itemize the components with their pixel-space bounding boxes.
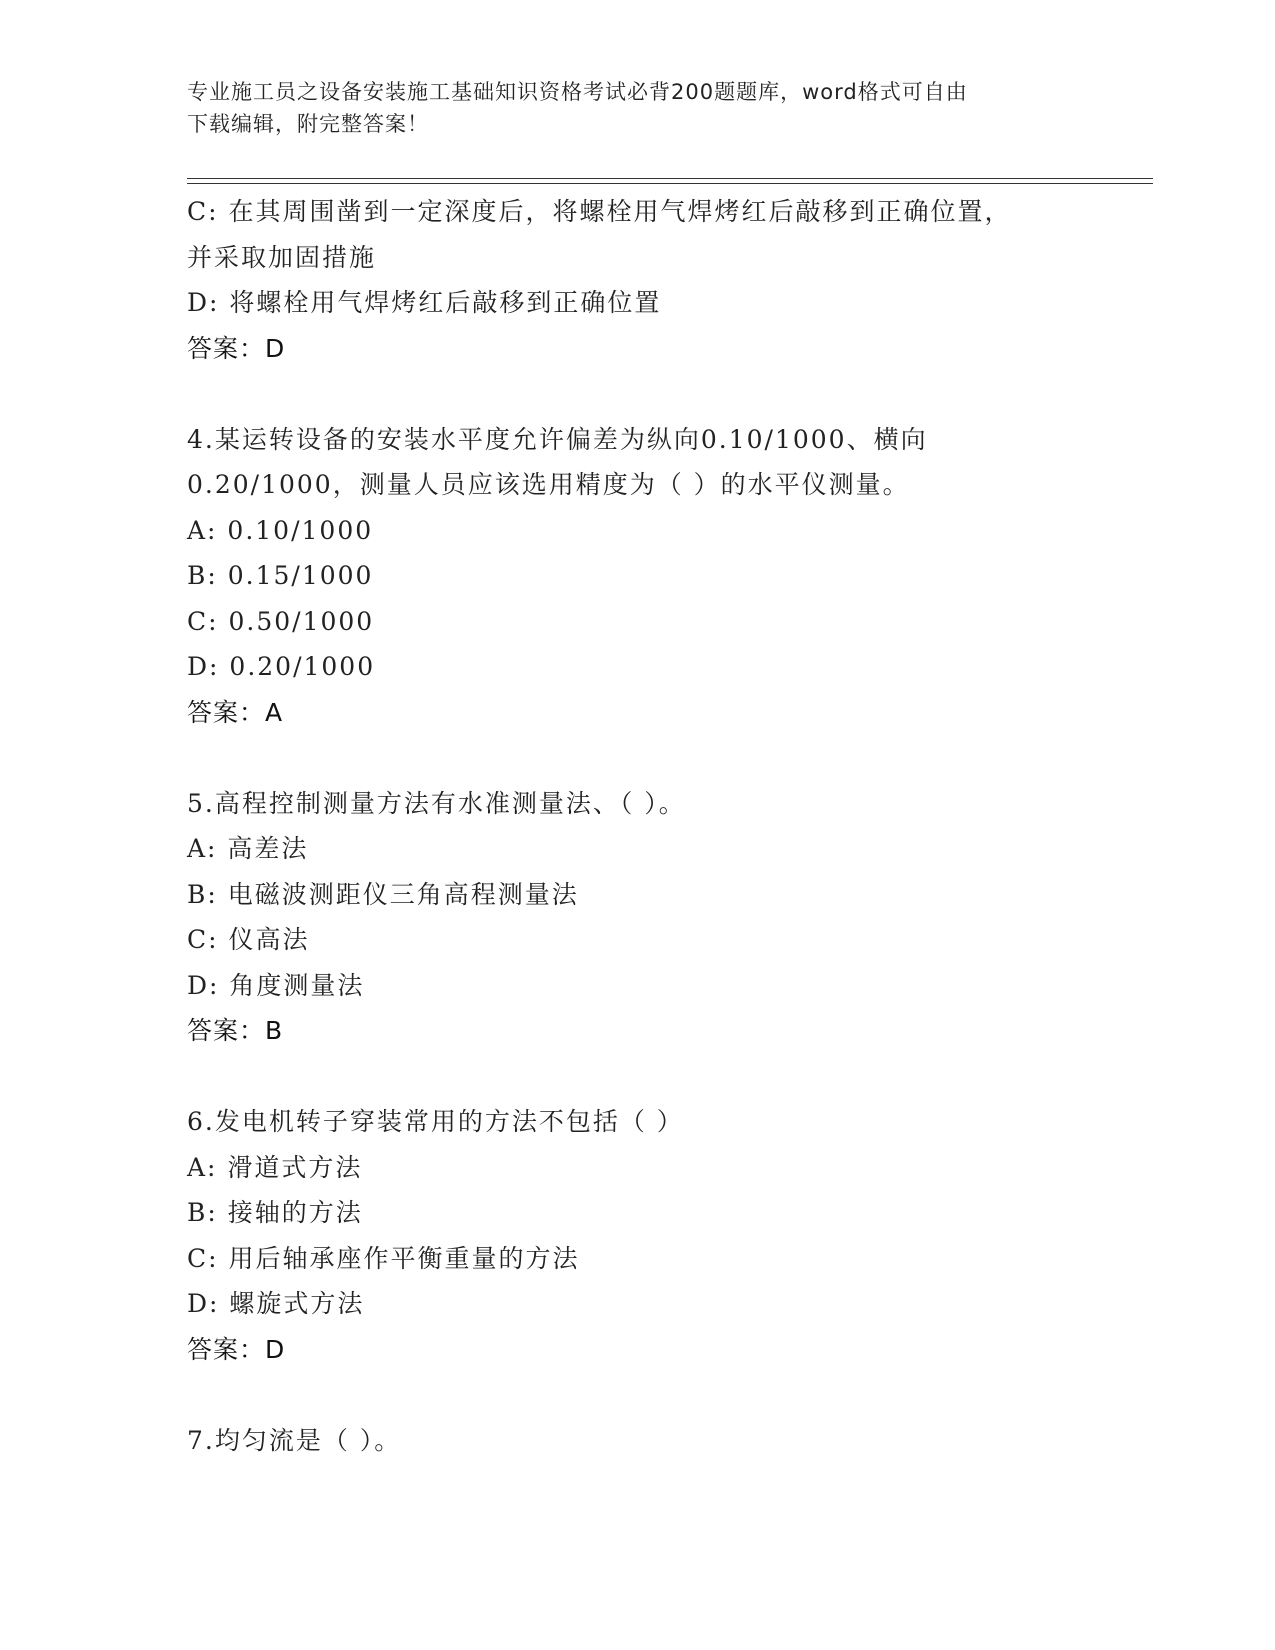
question-6 [187, 1099, 1087, 1372]
document-header [187, 76, 1067, 140]
question-text: 7.均匀流是（ ）。 [187, 1425, 402, 1455]
option-d: D: 角度测量法 [187, 970, 365, 1000]
option-a: A: 滑道式方法 [187, 1152, 363, 1182]
spacer [187, 371, 1087, 417]
answer: 答案：D [187, 333, 286, 363]
spacer [187, 1372, 1087, 1418]
option-c: C: 0.50/1000 [187, 606, 375, 636]
spacer [187, 1054, 1087, 1100]
option-c: C: 仪高法 [187, 925, 310, 954]
answer: 答案：D [187, 1334, 286, 1364]
answer: 答案：A [187, 697, 284, 727]
option-b: B: 电磁波测距仪三角高程测量法 [187, 879, 579, 909]
spacer [187, 735, 1087, 781]
option-d: D: 螺旋式方法 [187, 1289, 365, 1318]
question-text-line-2: 0.20/1000，测量人员应该选用精度为（ ）的水平仪测量。 [187, 470, 910, 499]
header-divider-bottom [187, 183, 1153, 184]
question-text: 5.高程控制测量方法有水准测量法、（ ）。 [187, 788, 686, 818]
option-d: D: 0.20/1000 [187, 652, 376, 681]
option-c: C: 用后轴承座作平衡重量的方法 [187, 1243, 580, 1273]
question-5 [187, 781, 1087, 1054]
answer: 答案：B [187, 1016, 284, 1045]
header-line-1: 专业施工员之设备安装施工基础知识资格考试必背200题题库，word格式可自由 [187, 80, 968, 104]
option-b: B: 接轴的方法 [187, 1198, 363, 1227]
option-c-line-1: C: 在其周围凿到一定深度后，将螺栓用气焊烤红后敲移到正确位置， [187, 197, 1012, 226]
question-3-continued [187, 189, 1087, 371]
question-7 [187, 1418, 1087, 1464]
option-c-line-2: 并采取加固措施 [187, 242, 377, 272]
question-list [187, 189, 1087, 1463]
option-d: D: 将螺栓用气焊烤红后敲移到正确位置 [187, 288, 662, 317]
header-divider-top [187, 178, 1153, 179]
question-4 [187, 417, 1087, 736]
question-text-line-1: 4.某运转设备的安装水平度允许偏差为纵向0.10/1000、横向 [187, 424, 928, 454]
option-b: B: 0.15/1000 [187, 561, 374, 590]
header-line-2: 下载编辑，附完整答案！ [187, 112, 429, 136]
option-a: A: 0.10/1000 [187, 515, 374, 545]
question-text: 6.发电机转子穿装常用的方法不包括（ ） [187, 1107, 684, 1136]
option-a: A: 高差法 [187, 834, 309, 863]
